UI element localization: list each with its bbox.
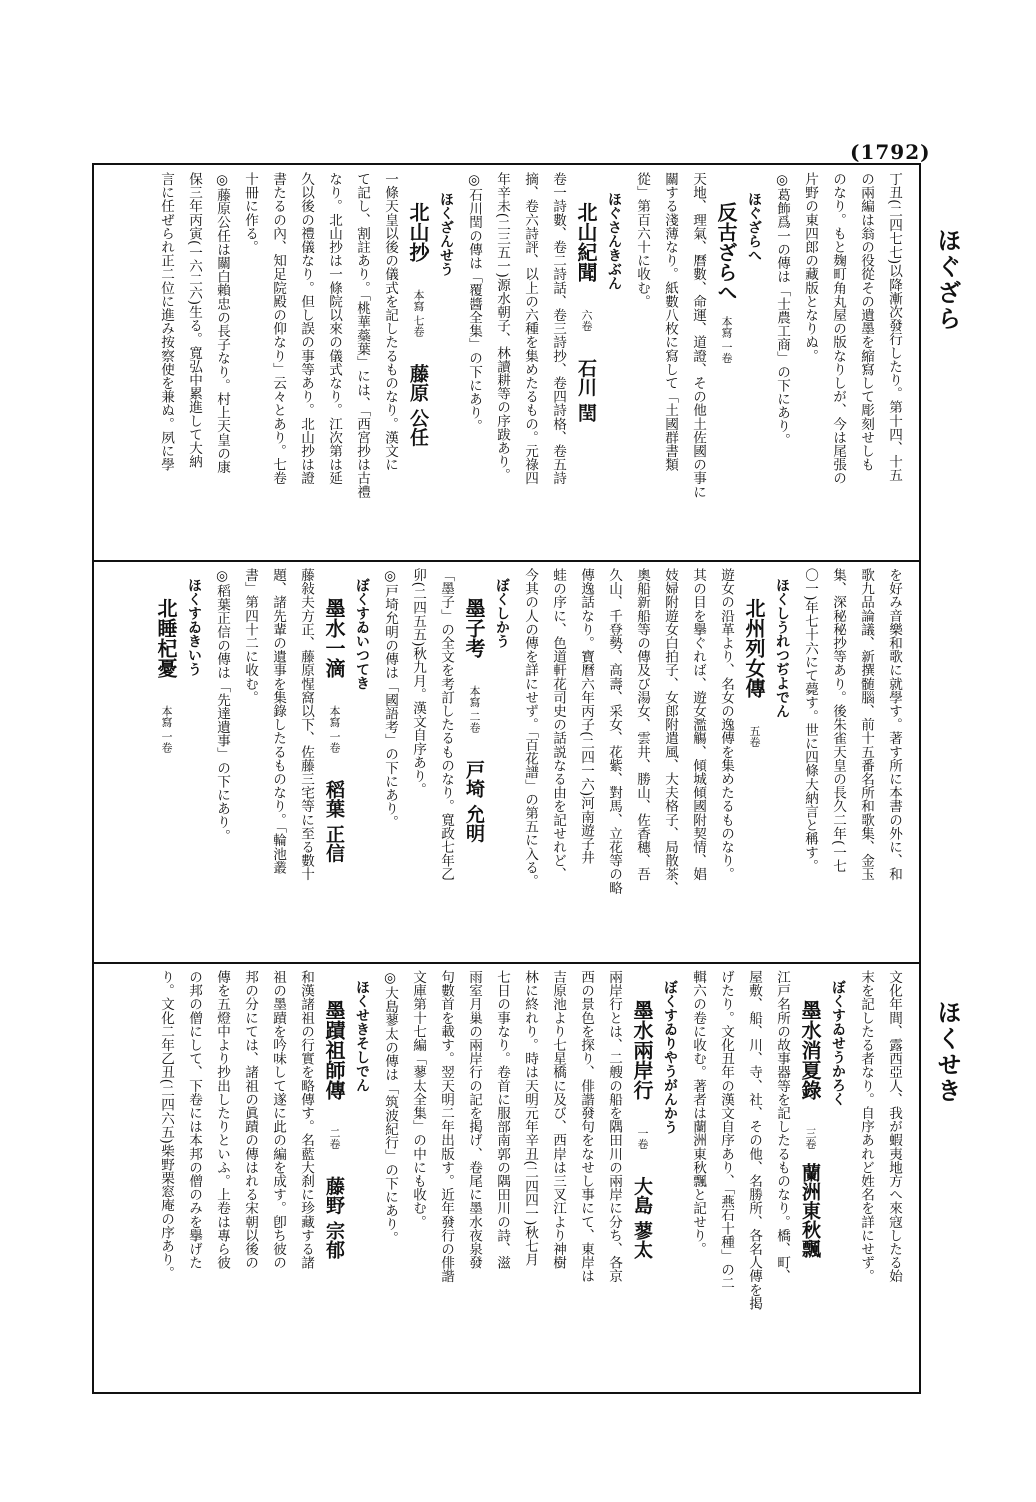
entry-meta: 本寫 一卷 (160, 705, 173, 753)
entry-title: 墨水消夏錄 (798, 1000, 822, 1100)
text-line: 輯六の卷に收む。著者は蘭洲東秋飄と記せり。 (690, 970, 706, 1256)
entry-title: 北山抄 (406, 202, 430, 262)
text-line: ◎大島蓼太の傳は「筑波紀行」の下にあり。 (382, 970, 398, 1245)
entry-heading (796, 970, 824, 1382)
running-head-right: ほぐざら (933, 228, 962, 332)
text-line: 文庫第十七編「蓼太全集」の中にも收む。 (410, 970, 426, 1229)
text-line: を好み音樂和歌に就學す。著す所に本書の外に、和 (886, 568, 902, 881)
band-middle (100, 568, 908, 956)
band-divider-1 (92, 560, 919, 562)
text-line: て記し、割註あり。「桃華蘂葉」には、「西宮抄は古禮 (354, 172, 370, 499)
text-line: 句數首を載す。翌天明二年出版す。近年發行の俳諧 (438, 970, 454, 1283)
entry-heading (712, 172, 740, 554)
entry-kana: ほくせきそしでん (354, 980, 370, 1092)
text-line: 邦の分にては、諸祖の眞蹟の傳はれる宋朝以後の (242, 970, 258, 1270)
text-line: 奧船新船等の傳及び湯女、雲井、勝山、佐香穗、吾 (634, 568, 650, 881)
band-upper (100, 172, 908, 554)
entry-heading (320, 970, 348, 1382)
text-line: 從」第百六十に收む。 (634, 172, 650, 308)
entry-kana: ほぐさんきぶん (606, 192, 622, 290)
entry-heading (404, 172, 432, 554)
entry-title: 墨水一滴 (322, 598, 346, 678)
entry-meta: 三卷 (804, 1127, 817, 1150)
entry-kana: ほくざんせう (438, 192, 454, 276)
entry-heading (740, 568, 768, 956)
text-line: 祖の墨蹟を吟味して遂に此の編を成す。卽ち彼の (270, 970, 286, 1270)
entry-kana: ぼくすゐせうかろく (830, 980, 846, 1106)
entry-kana: ぼくすゐいつてき (354, 578, 370, 690)
text-line: の邦の僧にして、下卷には本邦の僧のみを擧げた (186, 970, 202, 1270)
text-line: ◎石川閏の傳は「覆醬全集」の下にあり。 (466, 172, 482, 433)
entry-meta: 本寫 一卷 (720, 315, 733, 364)
text-line: 卯(二四五五)秋九月。漢文自序あり。 (410, 568, 426, 797)
text-line: 末を記したる者なり。自序あれど姓名を詳にせず。 (858, 970, 874, 1283)
text-line: 十冊に作る。 (242, 172, 258, 254)
text-line: 其の目を擧ぐれば、遊女濫觴、傾城傾國附契情、娼 (690, 568, 706, 881)
band-divider-2 (92, 962, 919, 964)
text-line: 書」第四十二に收む。 (242, 568, 258, 704)
entry-heading (628, 970, 656, 1382)
entry-author: 石川 閏 (575, 358, 597, 423)
text-line: 林に終れり。時は天明元年辛丑(二四四一)秋七月 (522, 970, 538, 1267)
text-line: 傳を五燈中より抄出したりといふ。上卷は專ら彼 (214, 970, 230, 1270)
entry-author: 藤野 宗郁 (323, 1176, 345, 1260)
entry-author: 戸埼 允明 (463, 759, 485, 843)
text-line: 江戸名所の故事器等を記したるものなり。橋、町、 (774, 970, 790, 1283)
entry-meta: 本寫 二卷 (468, 685, 481, 733)
text-line: 蛙の序に、色道軒花司史の話説なる由を記せれど、 (550, 568, 566, 881)
text-line: 年辛未(二三五一)源水朝子、林讀耕等の序跋あり。 (494, 172, 510, 482)
entry-title: 墨蹟祖師傳 (322, 1000, 346, 1100)
text-line: 藤敍夫方正、藤原惺窩以下、佐藤三宅等に至る數十 (298, 568, 314, 881)
text-line: 七日の事なり。卷首に服部南郭の隅田川の詩、滋 (494, 970, 510, 1270)
entry-meta: 五卷 (748, 725, 761, 748)
entry-meta: 本寫 七卷 (412, 289, 425, 337)
text-line: 〇一)年七十六にて薨す。世に四條大納言と稱す。 (802, 568, 818, 873)
text-line: 傳逸話なり。寶曆六年丙子(二四一六)河南遊子井 (578, 568, 594, 865)
text-line: 一條天皇以後の儀式を記したるものなり。漢文に (382, 172, 398, 472)
entry-author: 稻葉 正信 (323, 779, 345, 863)
entry-title: 墨子考 (462, 598, 486, 658)
text-line: げたり。文化丑年の漢文自序あり、「燕石十種」の二 (718, 970, 734, 1290)
page-number: (1792) (850, 140, 931, 164)
text-line: 題、諸先輩の遺事を集錄したるものなり。「輪池叢 (270, 568, 286, 874)
text-line: 屋敷、船、川、寺、社、その他、名勝所、各名人傳を掲 (746, 970, 762, 1310)
entry-meta: 一卷 (636, 1127, 649, 1150)
entry-kana: ぼくすゐりやうがんかう (662, 980, 678, 1134)
entry-heading (152, 568, 180, 956)
running-head-left: ほくせき (933, 1000, 962, 1104)
text-line: 和漢諸祖の行實を略傳す。名藍大刹に珍藏する諸 (298, 970, 314, 1270)
text-line: 雨室月巢の兩岸行の記を掲げ、卷尾に墨水夜泉發 (466, 970, 482, 1270)
entry-kana: ぼくしかう (494, 578, 510, 648)
text-line: ◎戸埼允明の傳は「國語考」の下にあり。 (382, 568, 398, 829)
entry-title: 北州列女傳 (742, 598, 766, 698)
text-line: 今其の人の傳を詳にせず。「百花譜」の第五に入る。 (522, 568, 538, 888)
text-line: なり。北山抄は一條院以來の儀式なり。江次第は延 (326, 172, 342, 485)
entry-title: 北睡杞憂 (154, 598, 178, 678)
text-line: 片野の東四郎の藏版となりぬ。 (802, 172, 818, 363)
text-line: り。文化二年乙丑(二四六五)柴野栗窓庵の序あり。 (158, 970, 174, 1280)
entry-heading (320, 568, 348, 956)
text-line: 「墨子」の全文を考訂したるものなり。寬政七年乙 (438, 568, 454, 881)
entry-meta: 二卷 (328, 1127, 341, 1150)
entry-author: 蘭洲東秋飄 (799, 1162, 821, 1258)
entry-title: 北山紀聞 (574, 202, 598, 282)
text-line: 西の景色を探り、俳諧發句をなせし事にて、東岸は (578, 970, 594, 1283)
text-line: 妓婦附遊女白拍子、女郎附遣風、大夫格子、局散茶、 (662, 568, 678, 895)
text-line: 關する淺薄なり。紙數八枚に寫して「土國群書類 (662, 172, 678, 472)
entry-author: 大島 蓼太 (631, 1176, 653, 1260)
text-line: のなり。もと麹町角丸屋の版なりしが、今は尾張の (830, 172, 846, 485)
band-lower (100, 970, 908, 1382)
text-line: ◎稻葉正信の傳は「先達遺事」の下にあり。 (214, 568, 230, 843)
text-line: 久以後の禮儀なり。但し誤の事等あり。北山抄は證 (298, 172, 314, 485)
text-line: 言に任ぜられ正二位に進み按察使を兼ぬ。夙に學 (158, 172, 174, 472)
entry-meta: 本寫 一卷 (328, 705, 341, 753)
entry-kana: ほくしうれつぢよでん (774, 578, 790, 718)
text-line: 丁丑(二四七七)以降漸次發行したり。第十四、十五 (886, 172, 902, 482)
entry-title: 反古ざらへ (714, 202, 738, 302)
text-line: 久山、千登勢、高壽、采女、花紫、對馬、立花等の略 (606, 568, 622, 895)
text-line: ◎藤原公任は關白賴忠の長子なり。村上天皇の康 (214, 172, 230, 474)
text-line: 卷一詩數、卷二詩話、卷三詩抄、卷四詩格、卷五詩 (550, 172, 566, 485)
text-line: 兩岸行とは、二艘の船を隅田川の兩岸に分ち、各京 (606, 970, 622, 1283)
text-line: 遊女の沿革より、名女の逸傳を集めたるものなり。 (718, 568, 734, 881)
text-line: 吉原池より七星橋に及び、西岸は三叉江より神樹 (550, 970, 566, 1270)
text-line: 保三年丙寅(一六二六)生る。寬弘中累進して大納 (186, 172, 202, 469)
entry-heading (460, 568, 488, 956)
text-line: 歌九品論議、新撰髄腦、前十五番名所和歌集、金玉 (858, 568, 874, 881)
entry-kana: ほぐざらへ (746, 192, 762, 262)
text-line: ◎葛飾爲一の傳は「士農工商」の下にあり。 (774, 172, 790, 447)
text-line: 摘、卷六詩評、以上の六種を集めたるもの。元祿四 (522, 172, 538, 485)
entry-author: 藤原 公任 (407, 363, 429, 447)
text-line: の兩編は翁の役從その遺墨を縮寫して彫刻せしも (858, 172, 874, 472)
entry-title: 墨水兩岸行 (630, 1000, 654, 1100)
entry-heading (572, 172, 600, 554)
text-line: 天地、理氣、曆數、命運、道證、その他土佐國の事に (690, 172, 706, 499)
entry-meta: 六卷 (580, 309, 593, 332)
text-line: 集、深秘秘抄等あり。後朱雀天皇の長久二年(一七 (830, 568, 846, 873)
text-line: 文化年間、露西亞人、我が蝦夷地方へ來寇したる始 (886, 970, 902, 1283)
entry-kana: ほくすゐきいう (186, 578, 202, 676)
text-line: 書たるの內、知足院殿の仰なり」云々とあり。七卷 (270, 172, 286, 485)
